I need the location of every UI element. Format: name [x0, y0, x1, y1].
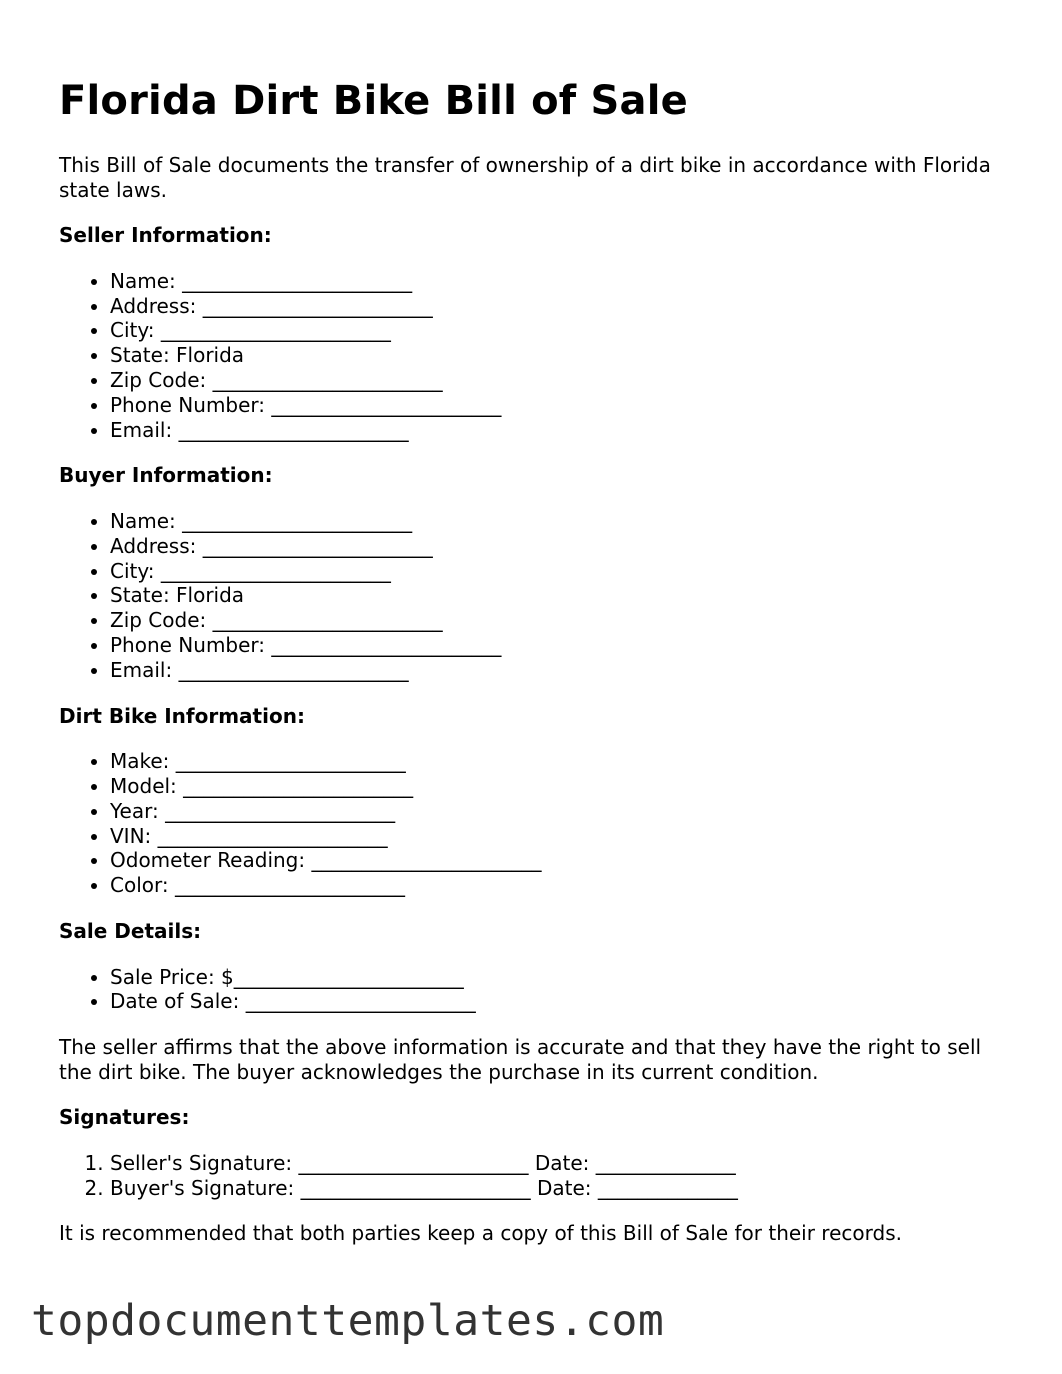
buyer-signature-item: 2. Buyer's Signature: _______________________ Date: ______________	[110, 1176, 1019, 1201]
bike-section-heading: Dirt Bike Information:	[59, 703, 305, 728]
seller-signature-item: 1. Seller's Signature: _______________________ Date: ______________	[110, 1151, 1019, 1176]
signatures-section-heading: Signatures:	[59, 1105, 190, 1130]
sale-section-heading: Sale Details:	[59, 918, 202, 943]
seller-email-item: • Email: _______________________	[110, 418, 1019, 443]
buyer-name-item: • Name: _______________________	[110, 509, 1019, 534]
bike-odometer-item: • Odometer Reading: _______________________	[110, 848, 1019, 873]
sale-details-list	[59, 965, 1019, 1015]
seller-address-item: • Address: _______________________	[110, 294, 1019, 319]
seller-name-item: • Name: _______________________	[110, 269, 1019, 294]
bike-info-list	[59, 749, 1019, 898]
buyer-info-list	[59, 509, 1019, 683]
buyer-city-item: • City: _______________________	[110, 559, 1019, 584]
buyer-email-item: • Email: _______________________	[110, 658, 1019, 683]
document-title: Florida Dirt Bike Bill of Sale	[59, 78, 688, 124]
seller-zip-item: • Zip Code: _______________________	[110, 368, 1019, 393]
document-page	[59, 0, 1019, 1246]
closing-paragraph: It is recommended that both parties keep a copy of this Bill of Sale for their records.	[59, 1221, 902, 1246]
intro-paragraph: This Bill of Sale documents the transfer of ownership of a dirt bike in accordance with Florida state laws.	[59, 153, 991, 202]
bike-year-item: • Year: _______________________	[110, 799, 1019, 824]
seller-info-list	[59, 269, 1019, 443]
bike-model-item: • Model: _______________________	[110, 774, 1019, 799]
sale-price-item: • Sale Price: $_______________________	[110, 965, 1019, 990]
buyer-address-item: • Address: _______________________	[110, 534, 1019, 559]
sale-date-item: • Date of Sale: _______________________	[110, 989, 1019, 1014]
seller-state-item: • State: Florida	[110, 343, 1019, 368]
bike-make-item: • Make: _______________________	[110, 749, 1019, 774]
affirmation-paragraph: The seller affirms that the above information is accurate and that they have the right to sell the dirt bike. The buyer acknowledges the purchase in its current condition.	[59, 1035, 982, 1084]
seller-section-heading: Seller Information:	[59, 223, 272, 248]
bike-color-item: • Color: _______________________	[110, 873, 1019, 898]
signatures-list	[59, 1151, 1019, 1201]
watermark-text: topdocumenttemplates.com	[31, 1296, 665, 1346]
buyer-state-item: • State: Florida	[110, 583, 1019, 608]
bike-vin-item: • VIN: _______________________	[110, 824, 1019, 849]
seller-city-item: • City: _______________________	[110, 318, 1019, 343]
seller-phone-item: • Phone Number: _______________________	[110, 393, 1019, 418]
buyer-section-heading: Buyer Information:	[59, 463, 273, 488]
buyer-phone-item: • Phone Number: _______________________	[110, 633, 1019, 658]
buyer-zip-item: • Zip Code: _______________________	[110, 608, 1019, 633]
